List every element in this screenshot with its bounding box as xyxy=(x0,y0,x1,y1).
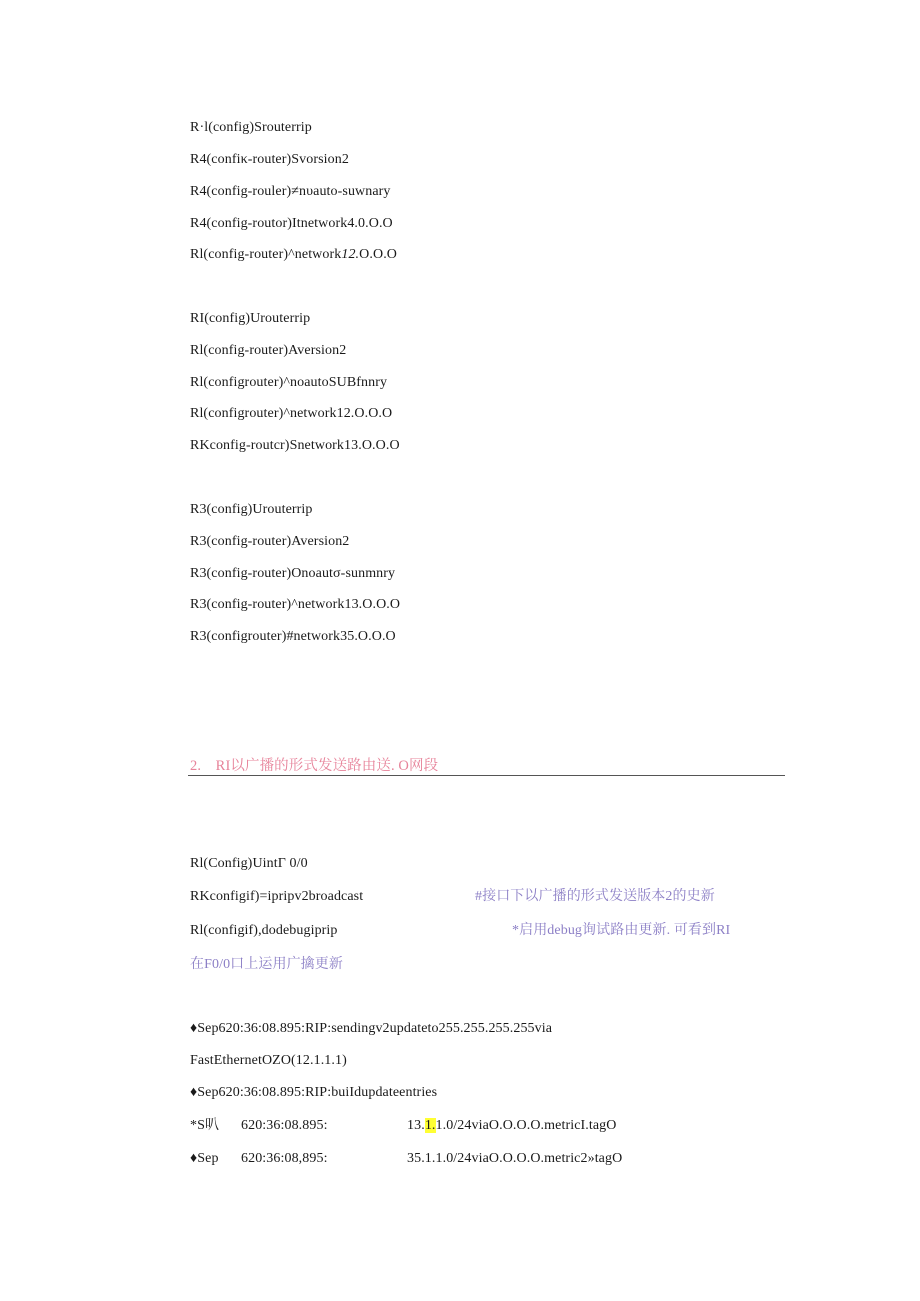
debug-row-route: 35.1.1.0/24viaO.O.O.O.metric2»tagO xyxy=(407,1151,623,1166)
config-line: R3(configrouter)#network35.O.O.O xyxy=(190,629,396,644)
interface-command: Rl(Config)UintΓ 0/0 xyxy=(190,856,308,871)
heading-underline xyxy=(188,775,785,776)
config-line: R3(config)Urouterrip xyxy=(190,502,313,517)
config-line: RKconfig-routcr)Snetwork13.O.O.O xyxy=(190,438,400,453)
route-prefix: 13. xyxy=(407,1118,425,1133)
section-heading: 2. RI以广播的形式发送路由送. O网段 xyxy=(190,758,439,774)
config-line: Rl(config-router)Aversion2 xyxy=(190,343,347,358)
debug-row-route xyxy=(407,1117,617,1135)
config-line: R4(config-rouler)≠nυauto-suwnary xyxy=(190,184,391,199)
route-suffix: 1.0/24viaO.O.O.O.metricI.tagO xyxy=(435,1118,617,1133)
config-line: Rl(configrouter)^network12.O.O.O xyxy=(190,406,393,421)
debug-row-time: 620:36:08,895: xyxy=(241,1151,328,1166)
config-line: R3(config-router)^network13.O.O.O xyxy=(190,597,401,612)
config-line-suffix: O.O.O xyxy=(359,247,398,262)
command-comment: 在F0/0口上运用广擒更新 xyxy=(190,957,343,972)
debug-row-marker: ♦Sep xyxy=(190,1151,219,1166)
command-comment: *启用debug询试路由更新. 可看到RI xyxy=(512,923,731,938)
config-line: R4(confiκ-router)Svorsion2 xyxy=(190,152,349,167)
interface-command: RKconfigif)=ipripv2broadcast xyxy=(190,889,364,904)
config-line: RI(config)Urouterrip xyxy=(190,311,311,326)
config-line: R3(config-router)Aversion2 xyxy=(190,534,350,549)
debug-row-marker: *S叭 xyxy=(190,1118,220,1133)
config-line-prefix: Rl(config-router)^network xyxy=(190,247,342,262)
config-line: R·l(config)Srouterrip xyxy=(190,120,312,135)
debug-row-time: 620:36:08.895: xyxy=(241,1118,328,1133)
config-line: Rl(configrouter)^noautoSUBfnnry xyxy=(190,375,388,390)
debug-line: ♦Sep620:36:08.895:RIP:sendingv2updateto255.255.255.255via xyxy=(190,1021,553,1036)
route-highlight: 1. xyxy=(424,1118,436,1133)
interface-command: Rl(configif),dodebugiprip xyxy=(190,923,338,938)
config-line: R4(config-routor)Itnetwork4.0.O.O xyxy=(190,216,393,231)
config-line: R3(config-router)Onoautσ-sunmnry xyxy=(190,566,396,581)
config-line-italic: 12. xyxy=(341,247,360,262)
debug-line: ♦Sep620:36:08.895:RIP:buiIdupdateentries xyxy=(190,1085,438,1100)
debug-line: FastEthernetOZO(12.1.1.1) xyxy=(190,1053,347,1068)
config-line xyxy=(190,246,397,264)
command-comment: #接口下以广播的形式发送版本2的史新 xyxy=(475,889,715,904)
